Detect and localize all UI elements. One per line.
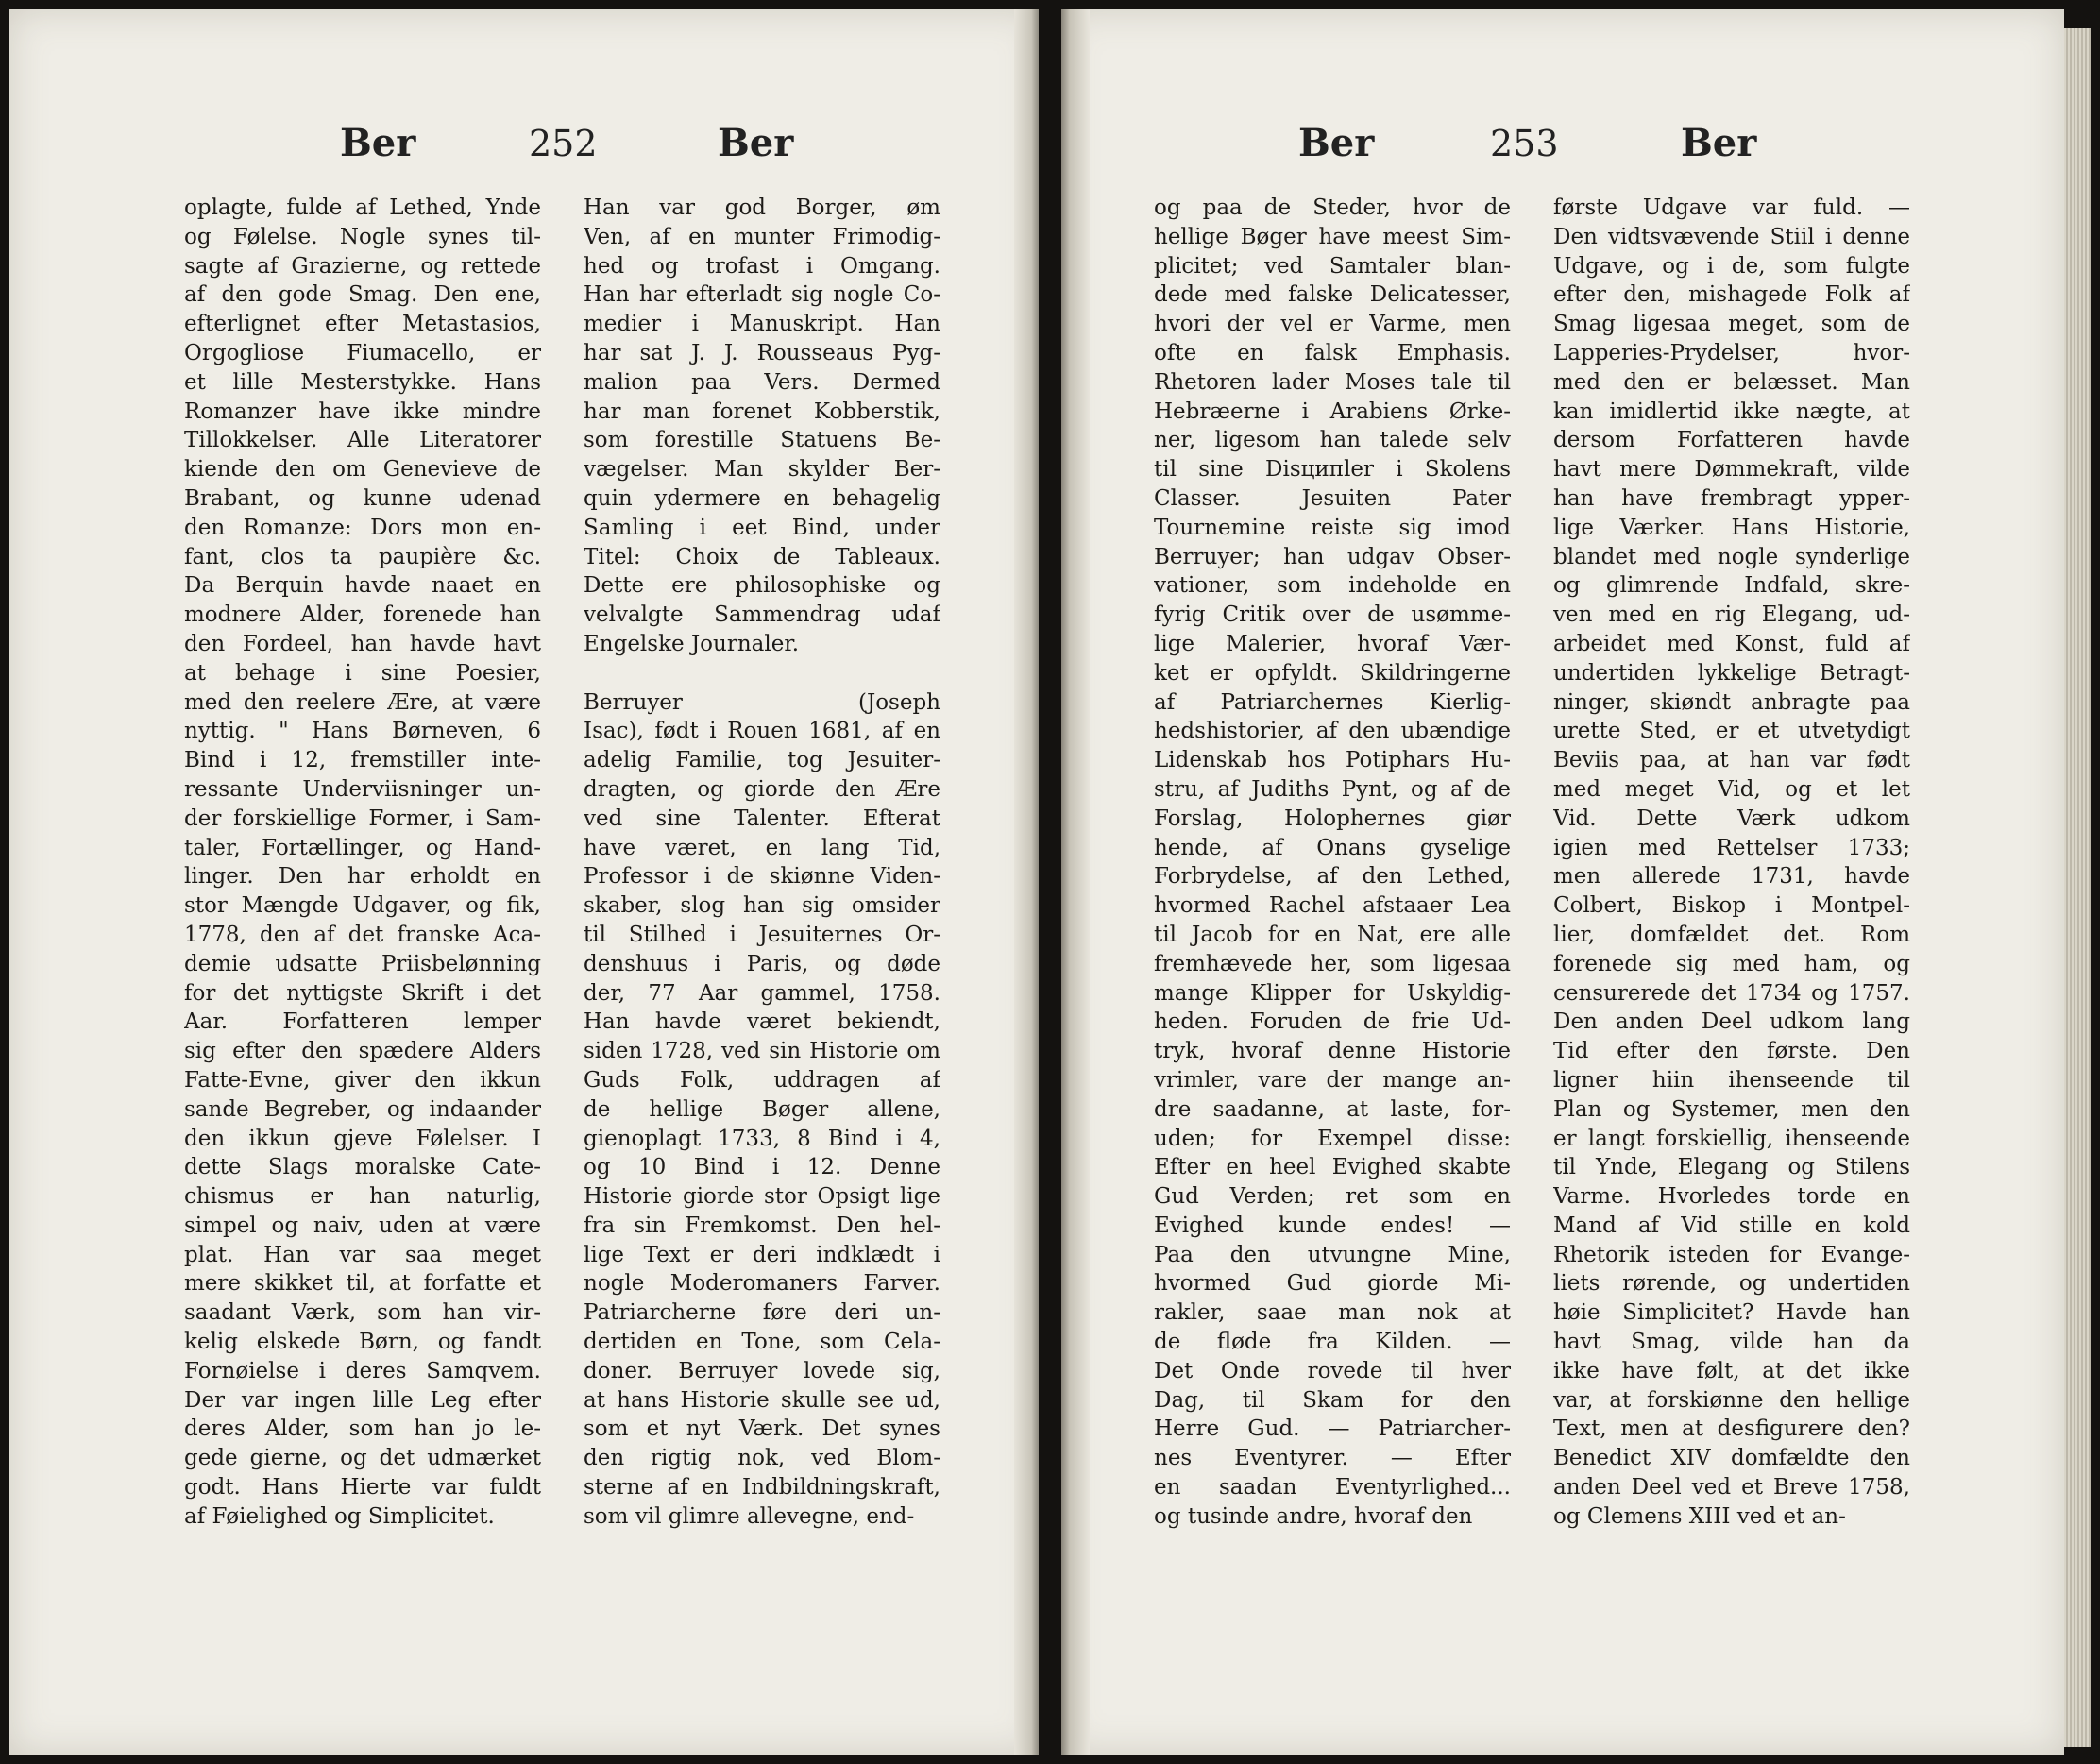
text-line: med den reelere Ære, at være bbox=[184, 689, 541, 715]
text-line: Han har efterladt sig nogle Co- bbox=[584, 282, 940, 308]
text-line: mange Klipper for Uskyldig- bbox=[1154, 980, 1511, 1006]
text-line: Mand af Vid stille en kold bbox=[1553, 1213, 1910, 1238]
text-line: af den gode Smag. Den ene, bbox=[184, 282, 541, 308]
text-line: nogle Moderomaners Farver. bbox=[584, 1271, 940, 1297]
text-line: hedshistorier, af den ubændige bbox=[1154, 719, 1511, 744]
text-line: Rhetoren lader Moses tale til bbox=[1154, 369, 1511, 395]
text-line: er langt forskiellig, ihenseende bbox=[1553, 1126, 1910, 1151]
text-line: hende, af Onans gyselige bbox=[1154, 835, 1511, 860]
text-line: som forestille Statuens Be- bbox=[584, 428, 940, 453]
text-line: Der var ingen lille Leg efter bbox=[184, 1387, 541, 1413]
text-line: Det Onde rovede til hver bbox=[1154, 1358, 1511, 1383]
text-line: plat. Han var saa meget bbox=[184, 1242, 541, 1267]
text-line: Han havde været bekiendt, bbox=[584, 1009, 940, 1035]
text-line: Bind i 12, fremstiller inte- bbox=[184, 748, 541, 773]
text-line: dette Slags moralske Cate- bbox=[184, 1155, 541, 1180]
text-line: efterlignet efter Metastasios, bbox=[184, 312, 541, 337]
text-line: Titel: Choix de Tableaux. bbox=[584, 544, 940, 569]
text-line: Dette ere philosophiske og bbox=[584, 573, 940, 599]
text-line: med meget Vid, og et let bbox=[1553, 776, 1910, 802]
left-page-gutter bbox=[1014, 9, 1039, 1755]
text-line: ner, ligesom han talede selv bbox=[1154, 428, 1511, 453]
text-line: heden. Foruden de frie Ud- bbox=[1154, 1009, 1511, 1035]
right-running-head-left: Ber bbox=[1298, 121, 1375, 165]
text-line: Den vidtsvævende Stiil i denne bbox=[1553, 224, 1910, 249]
left-page-column-1 bbox=[184, 194, 541, 1544]
text-line: Lapperies-Prydelser, hvor- bbox=[1553, 340, 1910, 365]
text-line: plicitet; ved Samtaler blan- bbox=[1154, 253, 1511, 279]
text-line: linger. Den har erholdt en bbox=[184, 864, 541, 890]
text-line: ligner hiin ihenseende til bbox=[1553, 1067, 1910, 1093]
text-line: der, 77 Aar gammel, 1758. bbox=[584, 980, 940, 1006]
text-line: Romanzer have ikke mindre bbox=[184, 399, 541, 424]
text-line: lige Malerier, hvoraf Vær- bbox=[1154, 631, 1511, 656]
text-line: kan imidlertid ikke nægte, at bbox=[1553, 399, 1910, 424]
text-line: Varme. Hvorledes torde en bbox=[1553, 1184, 1910, 1210]
left-page-column-2 bbox=[584, 194, 940, 1544]
text-line: dede med falske Delicatesser, bbox=[1154, 282, 1511, 308]
text-line: og 10 Bind i 12. Denne bbox=[584, 1155, 940, 1180]
text-line: Benedict XIV domfældte den bbox=[1553, 1446, 1910, 1471]
text-line: til Stilhed i Jesuiternes Or- bbox=[584, 922, 940, 947]
text-line: hvori der vel er Varme, men bbox=[1154, 312, 1511, 337]
text-line: ofte en falsk Emphasis. bbox=[1154, 340, 1511, 365]
text-line: skaber, slog han sig omsider bbox=[584, 893, 940, 919]
text-line: sig efter den spædere Alders bbox=[184, 1039, 541, 1064]
text-line: gienoplagt 1733, 8 Bind i 4, bbox=[584, 1126, 940, 1151]
right-page-column-1 bbox=[1154, 194, 1511, 1544]
text-line: første Udgave var fuld. — bbox=[1553, 195, 1910, 220]
text-line: til sine Disципler i Skolens bbox=[1154, 457, 1511, 483]
text-line: Text, men at desfigurere den? bbox=[1553, 1416, 1910, 1442]
text-line: og glimrende Indfald, skre- bbox=[1553, 573, 1910, 599]
text-line: at hans Historie skulle see ud, bbox=[584, 1387, 940, 1413]
text-line: høie Simplicitet? Havde han bbox=[1553, 1300, 1910, 1326]
text-line: de hellige Bøger allene, bbox=[584, 1096, 940, 1122]
text-line: hvormed Rachel afstaaer Lea bbox=[1154, 893, 1511, 919]
text-line: kiende den om Genevieve de bbox=[184, 457, 541, 483]
text-line: havt Smag, vilde han da bbox=[1553, 1330, 1910, 1355]
text-line: Beviis paa, at han var født bbox=[1553, 748, 1910, 773]
text-line: og paa de Steder, hvor de bbox=[1154, 195, 1511, 220]
text-line: Samling i eet Bind, under bbox=[584, 515, 940, 540]
text-line: denshuus i Paris, og døde bbox=[584, 951, 940, 976]
text-line: modnere Alder, forenede han bbox=[184, 602, 541, 628]
text-line: demie udsatte Priisbelønning bbox=[184, 951, 541, 976]
text-line: Ven, af en munter Frimodig- bbox=[584, 224, 940, 249]
right-page-number: 253 bbox=[1490, 123, 1559, 164]
text-line: har sat J. J. Rousseaus Pyg- bbox=[584, 340, 940, 365]
text-line: Fatte-Evne, giver den ikkun bbox=[184, 1067, 541, 1093]
text-line: lige Værker. Hans Historie, bbox=[1553, 515, 1910, 540]
text-line: hed og trofast i Omgang. bbox=[584, 253, 940, 279]
text-line: Lidenskab hos Potiphars Hu- bbox=[1154, 748, 1511, 773]
text-line: af Patriarchernes Kierlig- bbox=[1154, 689, 1511, 715]
text-line: hvormed Gud giorde Mi- bbox=[1154, 1271, 1511, 1297]
text-line: Brabant, og kunne udenad bbox=[184, 485, 541, 511]
text-line: som et nyt Værk. Det synes bbox=[584, 1416, 940, 1442]
text-line: og Følelse. Nogle synes til- bbox=[184, 224, 541, 249]
text-line: Orgogliose Fiumacello, er bbox=[184, 340, 541, 365]
text-line: arbeidet med Konst, fuld af bbox=[1553, 631, 1910, 656]
text-line: den Fordeel, han havde havt bbox=[184, 631, 541, 656]
text-line: Han var god Borger, øm bbox=[584, 195, 940, 220]
text-line: Herre Gud. — Patriarcher- bbox=[1154, 1416, 1511, 1442]
text-line: nes Eventyrer. — Efter bbox=[1154, 1446, 1511, 1471]
text-line: et lille Mesterstykke. Hans bbox=[184, 369, 541, 395]
text-line: Historie giorde stor Opsigt lige bbox=[584, 1184, 940, 1210]
text-line: der forskiellige Former, i Sam- bbox=[184, 806, 541, 831]
left-page-number: 252 bbox=[529, 123, 598, 164]
text-line: ved sine Talenter. Efterat bbox=[584, 806, 940, 831]
text-line: taler, Fortællinger, og Hand- bbox=[184, 835, 541, 860]
text-line: godt. Hans Hierte var fuldt bbox=[184, 1475, 541, 1501]
left-running-head-left: Ber bbox=[340, 121, 416, 165]
text-line: Professor i de skiønne Viden- bbox=[584, 864, 940, 890]
text-line: vægelser. Man skylder Ber- bbox=[584, 457, 940, 483]
text-line: ven med en rig Elegang, ud- bbox=[1553, 602, 1910, 628]
text-line: havt mere Dømmekraft, vilde bbox=[1553, 457, 1910, 483]
text-line: Rhetorik isteden for Evange- bbox=[1553, 1242, 1910, 1267]
text-line: Isac), født i Rouen 1681, af en bbox=[584, 719, 940, 744]
text-line: Paa den utvungne Mine, bbox=[1154, 1242, 1511, 1267]
text-line: Patriarcherne føre deri un- bbox=[584, 1300, 940, 1326]
text-line: 1778, den af det franske Aca- bbox=[184, 922, 541, 947]
text-line: ikke have følt, at det ikke bbox=[1553, 1358, 1910, 1383]
text-line: har man forenet Kobberstik, bbox=[584, 399, 940, 424]
text-line: Guds Folk, uddragen af bbox=[584, 1067, 940, 1093]
text-line: med den er belæsset. Man bbox=[1553, 369, 1910, 395]
text-line: Aar. Forfatteren lemper bbox=[184, 1009, 541, 1035]
text-line: ket er opfyldt. Skildringerne bbox=[1154, 660, 1511, 686]
text-line: have været, en lang Tid, bbox=[584, 835, 940, 860]
text-line: af Føielighed og Simplicitet. bbox=[184, 1503, 495, 1529]
text-line: lier, domfældet det. Rom bbox=[1553, 922, 1910, 947]
text-line: anden Deel ved et Breve 1758, bbox=[1553, 1475, 1910, 1501]
text-line: rakler, saae man nok at bbox=[1154, 1300, 1511, 1326]
text-line: dertiden en Tone, som Cela- bbox=[584, 1330, 940, 1355]
text-line: kelig elskede Børn, og fandt bbox=[184, 1330, 541, 1355]
text-line: siden 1728, ved sin Historie om bbox=[584, 1039, 940, 1064]
text-line: gede gierne, og det udmærket bbox=[184, 1446, 541, 1471]
text-line: simpel og naiv, uden at være bbox=[184, 1213, 541, 1238]
text-line: Berruyer; han udgav Obser- bbox=[1154, 544, 1511, 569]
text-line: Smag ligesaa meget, som de bbox=[1553, 312, 1910, 337]
text-line: Da Berquin havde naaet en bbox=[184, 573, 541, 599]
text-line: men allerede 1731, havde bbox=[1553, 864, 1910, 890]
text-line: undertiden lykkelige Betragt- bbox=[1553, 660, 1910, 686]
text-line: quin ydermere en behagelig bbox=[584, 485, 940, 511]
text-line: doner. Berruyer lovede sig, bbox=[584, 1358, 940, 1383]
text-line: sterne af en Indbildningskraft, bbox=[584, 1475, 940, 1501]
text-line: Fornøielse i deres Samqvem. bbox=[184, 1358, 541, 1383]
text-line: Efter en heel Evighed skabte bbox=[1154, 1155, 1511, 1180]
text-line: mere skikket til, at forfatte et bbox=[184, 1271, 541, 1297]
text-line: den ikkun gjeve Følelser. I bbox=[184, 1126, 541, 1151]
text-line: til Jacob for en Nat, ere alle bbox=[1154, 922, 1511, 947]
text-line: malion paa Vers. Dermed bbox=[584, 369, 940, 395]
text-line: Tournemine reiste sig imod bbox=[1154, 515, 1511, 540]
text-line: til Ynde, Elegang og Stilens bbox=[1553, 1155, 1910, 1180]
text-line: den rigtig nok, ved Blom- bbox=[584, 1446, 940, 1471]
text-line: blandet med nogle synderlige bbox=[1553, 544, 1910, 569]
text-line: fyrig Critik over de usømme- bbox=[1154, 602, 1511, 628]
text-line: adelig Familie, tog Jesuiter- bbox=[584, 748, 940, 773]
text-line: Berruyer (Joseph bbox=[584, 689, 940, 715]
text-line: Tillokkelser. Alle Literatorer bbox=[184, 428, 541, 453]
text-line: Plan og Systemer, men den bbox=[1553, 1096, 1910, 1122]
text-line: Colbert, Biskop i Montpel- bbox=[1553, 893, 1910, 919]
text-line: fant, clos ta paupière &c. bbox=[184, 544, 541, 569]
right-page-column-2 bbox=[1553, 194, 1910, 1544]
text-line: som vil glimre allevegne, end- bbox=[584, 1503, 915, 1529]
text-line: chismus er han naturlig, bbox=[184, 1184, 541, 1210]
text-line bbox=[584, 659, 940, 688]
text-line: at behage i sine Poesier, bbox=[184, 660, 541, 686]
page-edges bbox=[2064, 28, 2091, 1747]
text-line: var, at forskiønne den hellige bbox=[1553, 1387, 1910, 1413]
text-line: vationer, som indeholde en bbox=[1154, 573, 1511, 599]
text-line: oplagte, fulde af Lethed, Ynde bbox=[184, 195, 541, 220]
text-line: Forslag, Holophernes giør bbox=[1154, 806, 1511, 831]
text-line: urette Sted, er et utvetydigt bbox=[1553, 719, 1910, 744]
text-line: lige Text er deri indklædt i bbox=[584, 1242, 940, 1267]
text-line: Classer. Jesuiten Pater bbox=[1154, 485, 1511, 511]
text-line: hellige Bøger have meest Sim- bbox=[1154, 224, 1511, 249]
text-line: igien med Rettelser 1733; bbox=[1553, 835, 1910, 860]
text-line: stru, af Judiths Pynt, og af de bbox=[1154, 776, 1511, 802]
text-line: nyttig. " Hans Børneven, 6 bbox=[184, 719, 541, 744]
text-line: saadant Værk, som han vir- bbox=[184, 1300, 541, 1326]
text-line: stor Mængde Udgaver, og fik, bbox=[184, 893, 541, 919]
text-line: Dag, til Skam for den bbox=[1154, 1387, 1511, 1413]
left-running-head-right: Ber bbox=[718, 121, 794, 165]
text-line: ressante Underviisninger un- bbox=[184, 776, 541, 802]
text-line: fra sin Fremkomst. Den hel- bbox=[584, 1213, 940, 1238]
right-page-gutter bbox=[1061, 9, 1090, 1755]
text-line: en saadan Eventyrlighed... bbox=[1154, 1475, 1511, 1501]
text-line: Evighed kunde endes! — bbox=[1154, 1213, 1511, 1238]
text-line: uden; for Exempel disse: bbox=[1154, 1126, 1511, 1151]
text-line: sagte af Grazierne, og rettede bbox=[184, 253, 541, 279]
text-line: Gud Verden; ret som en bbox=[1154, 1184, 1511, 1210]
text-line: efter den, mishagede Folk af bbox=[1553, 282, 1910, 308]
text-line: og tusinde andre, hvoraf den bbox=[1154, 1503, 1473, 1529]
text-line: og Clemens XIII ved et an- bbox=[1553, 1503, 1846, 1529]
text-line: Forbrydelse, af den Lethed, bbox=[1154, 864, 1511, 890]
text-line: liets rørende, og undertiden bbox=[1553, 1271, 1910, 1297]
text-line: fremhævede her, som ligesaa bbox=[1154, 951, 1511, 976]
text-line: Hebræerne i Arabiens Ørke- bbox=[1154, 399, 1511, 424]
right-running-head-right: Ber bbox=[1681, 121, 1757, 165]
text-line: censurerede det 1734 og 1757. bbox=[1553, 980, 1910, 1006]
text-line: dragten, og giorde den Ære bbox=[584, 776, 940, 802]
text-line: tryk, hvoraf denne Historie bbox=[1154, 1039, 1511, 1064]
text-line: for det nyttigste Skrift i det bbox=[184, 980, 541, 1006]
text-line: Udgave, og i de, som fulgte bbox=[1553, 253, 1910, 279]
text-line: Tid efter den første. Den bbox=[1553, 1039, 1910, 1064]
text-line: de fløde fra Kilden. — bbox=[1154, 1330, 1511, 1355]
text-line: deres Alder, som han jo le- bbox=[184, 1416, 541, 1442]
text-line: forenede sig med ham, og bbox=[1553, 951, 1910, 976]
text-line: den Romanze: Dors mon en- bbox=[184, 515, 541, 540]
text-line: velvalgte Sammendrag udaf bbox=[584, 602, 940, 628]
text-line: Engelske Journaler. bbox=[584, 631, 800, 656]
text-line: medier i Manuskript. Han bbox=[584, 312, 940, 337]
text-line: Vid. Dette Værk udkom bbox=[1553, 806, 1910, 831]
text-line: han have frembragt ypper- bbox=[1553, 485, 1910, 511]
text-line: vrimler, vare der mange an- bbox=[1154, 1067, 1511, 1093]
text-line: ninger, skiøndt anbragte paa bbox=[1553, 689, 1910, 715]
text-line: dre saadanne, at laste, for- bbox=[1154, 1096, 1511, 1122]
text-line: dersom Forfatteren havde bbox=[1553, 428, 1910, 453]
text-line: sande Begreber, og indaander bbox=[184, 1096, 541, 1122]
text-line: Den anden Deel udkom lang bbox=[1553, 1009, 1910, 1035]
